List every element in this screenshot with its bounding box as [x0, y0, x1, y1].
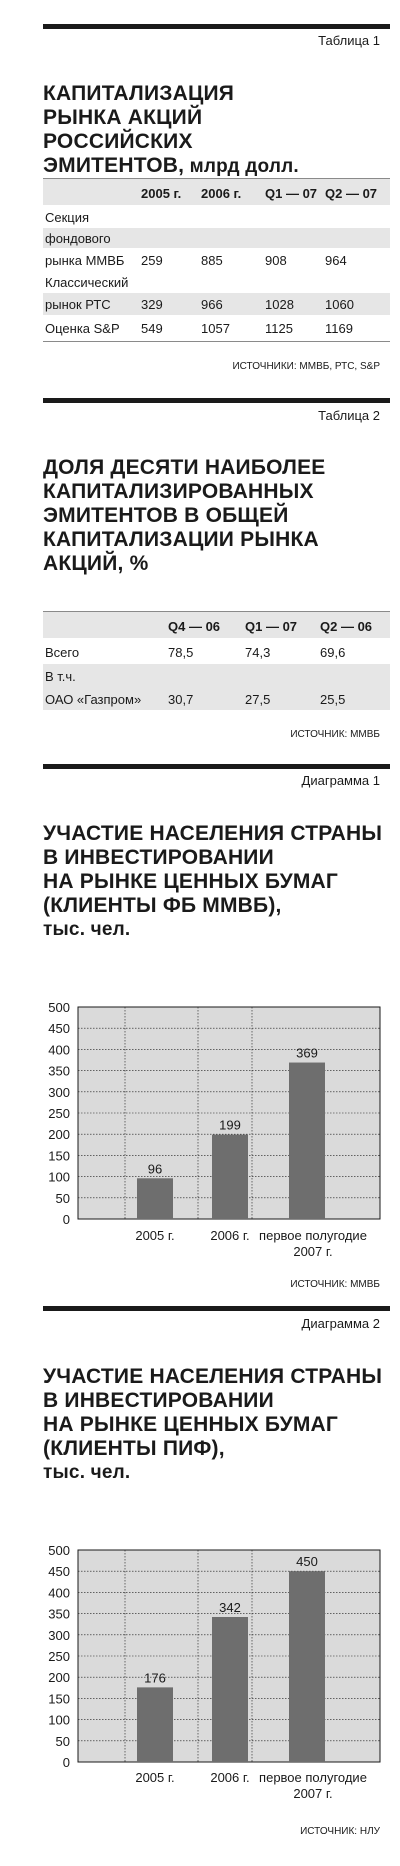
table1-cell: 1060 — [325, 297, 354, 312]
diagram2-title-line: НА РЫНКЕ ЦЕННЫХ БУМАГ — [43, 1413, 339, 1436]
table2-title-line: ДОЛЯ ДЕСЯТИ НАИБОЛЕЕ — [43, 456, 326, 479]
y-tick-label: 250 — [48, 1649, 70, 1664]
diagram2-title-line: УЧАСТИЕ НАСЕЛЕНИЯ СТРАНЫ — [43, 1365, 383, 1388]
table2-header: Q2 — 06 — [320, 619, 373, 634]
bar — [289, 1571, 325, 1762]
diagram2-x-label: 2005 г. — [135, 1770, 175, 1785]
y-tick-label: 100 — [48, 1712, 70, 1728]
y-tick-label: 100 — [48, 1169, 70, 1185]
diagram1-x-label: 2007 г. — [293, 1244, 333, 1259]
data-label: 450 — [296, 1554, 318, 1570]
y-tick-label: 50 — [55, 1190, 70, 1206]
diagram1-label: Диаграмма 1 — [301, 773, 380, 788]
y-tick-label: 450 — [48, 1021, 70, 1037]
table1-title-line3: ЭМИТЕНТОВ, млрд долл. — [43, 154, 299, 177]
table1-header: Q1 — 07 — [265, 186, 318, 201]
table2-cell: 27,5 — [245, 692, 271, 707]
y-tick-label: 350 — [48, 1606, 70, 1622]
table2-header: Q4 — 06 — [168, 619, 221, 634]
diagram2-title-line: (КЛИЕНТЫ ПИФ), — [43, 1437, 225, 1460]
table2-row-name: ОАО «Газпром» — [45, 692, 142, 707]
y-tick-label: 150 — [48, 1691, 70, 1707]
y-tick-label: 0 — [62, 1212, 70, 1227]
bar — [212, 1617, 248, 1762]
table1-cell: 885 — [201, 253, 223, 268]
diagram1-x-label: первое полугодие — [259, 1228, 367, 1243]
diagram1-title-line: тыс. чел. — [43, 919, 131, 940]
y-tick-label: 400 — [48, 1042, 70, 1058]
table1-cell: 329 — [141, 297, 163, 312]
table1-row-name: Секция — [45, 210, 90, 225]
table1-header: Q2 — 07 — [325, 186, 378, 201]
y-tick-label: 300 — [48, 1084, 70, 1100]
table1-cell: 549 — [141, 321, 163, 336]
y-tick-label: 250 — [48, 1106, 70, 1121]
table1-cell: 1028 — [265, 297, 294, 312]
diagram1-source: ИСТОЧНИК: ММВБ — [290, 1279, 380, 1290]
table2-row-name: Всего — [45, 645, 80, 660]
y-tick-label: 500 — [48, 1543, 70, 1558]
table1-cell: 966 — [201, 297, 223, 312]
table1-title-line: КАПИТАЛИЗАЦИЯ РЫНКА АКЦИЙ РОССИЙСКИХ — [43, 82, 235, 153]
table2-title-line: КАПИТАЛИЗИРОВАННЫХ — [43, 480, 314, 503]
table2-cell: 69,6 — [320, 645, 346, 660]
y-tick-label: 450 — [48, 1564, 70, 1580]
diagram2-x-label: 2007 г. — [293, 1786, 333, 1801]
y-tick-label: 200 — [48, 1670, 70, 1686]
data-label: 176 — [144, 1670, 166, 1686]
table2-cell: 74,3 — [245, 645, 271, 660]
table2-title-line: АКЦИЙ, % — [43, 552, 149, 575]
y-tick-label: 500 — [48, 1000, 70, 1015]
table2-cell: 30,7 — [168, 692, 194, 707]
table1-row-name: Классический — [45, 275, 129, 290]
data-label: 199 — [219, 1117, 241, 1133]
diagram2-source: ИСТОЧНИК: НЛУ — [300, 1826, 380, 1837]
table1-header: 2005 г. — [141, 186, 182, 201]
data-label: 96 — [147, 1161, 163, 1177]
table2-cell: 78,5 — [168, 645, 194, 660]
table2-title-line: КАПИТАЛИЗАЦИИ РЫНКА — [43, 528, 319, 551]
y-tick-label: 350 — [48, 1063, 70, 1079]
table2-source: ИСТОЧНИК: ММВБ — [290, 729, 380, 740]
table1-cell: 964 — [325, 253, 347, 268]
y-tick-label: 150 — [48, 1148, 70, 1164]
table1-cell: 259 — [141, 253, 163, 268]
y-tick-label: 50 — [55, 1733, 70, 1749]
table1-cell: 1057 — [201, 321, 230, 336]
table1-header: 2006 г. — [201, 186, 242, 201]
bar — [137, 1687, 173, 1762]
diagram1-title-line: В ИНВЕСТИРОВАНИИ — [43, 846, 274, 869]
data-label: 342 — [219, 1599, 241, 1615]
y-tick-label: 400 — [48, 1585, 70, 1601]
diagram2-title-line: В ИНВЕСТИРОВАНИИ — [43, 1389, 274, 1412]
diagram2-title-line: тыс. чел. — [43, 1462, 131, 1483]
table2-row-name: В т.ч. — [45, 669, 76, 684]
diagram1-title-line: НА РЫНКЕ ЦЕННЫХ БУМАГ — [43, 870, 339, 893]
table1-row-name: рынок РТС — [45, 297, 111, 312]
y-tick-label: 300 — [48, 1627, 70, 1643]
table1-row-name: рынка ММВБ — [45, 253, 125, 268]
diagram1-title-line: (КЛИЕНТЫ ФБ ММВБ), — [43, 894, 282, 917]
diagram1-x-label: 2006 г. — [210, 1228, 250, 1243]
diagram2-x-label: 2006 г. — [210, 1770, 250, 1785]
table2-header: Q1 — 07 — [245, 619, 298, 634]
table1-row-name: Оценка S&P — [45, 321, 120, 336]
diagram1-x-label: 2005 г. — [135, 1228, 175, 1243]
diagram2-x-label: первое полугодие — [259, 1770, 367, 1785]
table1-label: Таблица 1 — [318, 33, 380, 48]
diagram2-label: Диаграмма 2 — [301, 1316, 380, 1331]
table1-cell: 1169 — [325, 321, 353, 336]
table2-cell: 25,5 — [320, 692, 346, 707]
table1-cell: 908 — [265, 253, 287, 268]
table1-row-name: фондового — [45, 231, 111, 246]
table1-cell: 1125 — [265, 321, 293, 336]
data-label: 369 — [296, 1045, 318, 1061]
y-tick-label: 0 — [62, 1755, 70, 1770]
table2-label: Таблица 2 — [318, 408, 380, 423]
diagram1-title-line: УЧАСТИЕ НАСЕЛЕНИЯ СТРАНЫ — [43, 822, 383, 845]
table2-title-line: ЭМИТЕНТОВ В ОБЩЕЙ — [43, 504, 289, 527]
table1-source: ИСТОЧНИКИ: ММВБ, РТС, S&P — [232, 361, 380, 372]
y-tick-label: 200 — [48, 1127, 70, 1143]
